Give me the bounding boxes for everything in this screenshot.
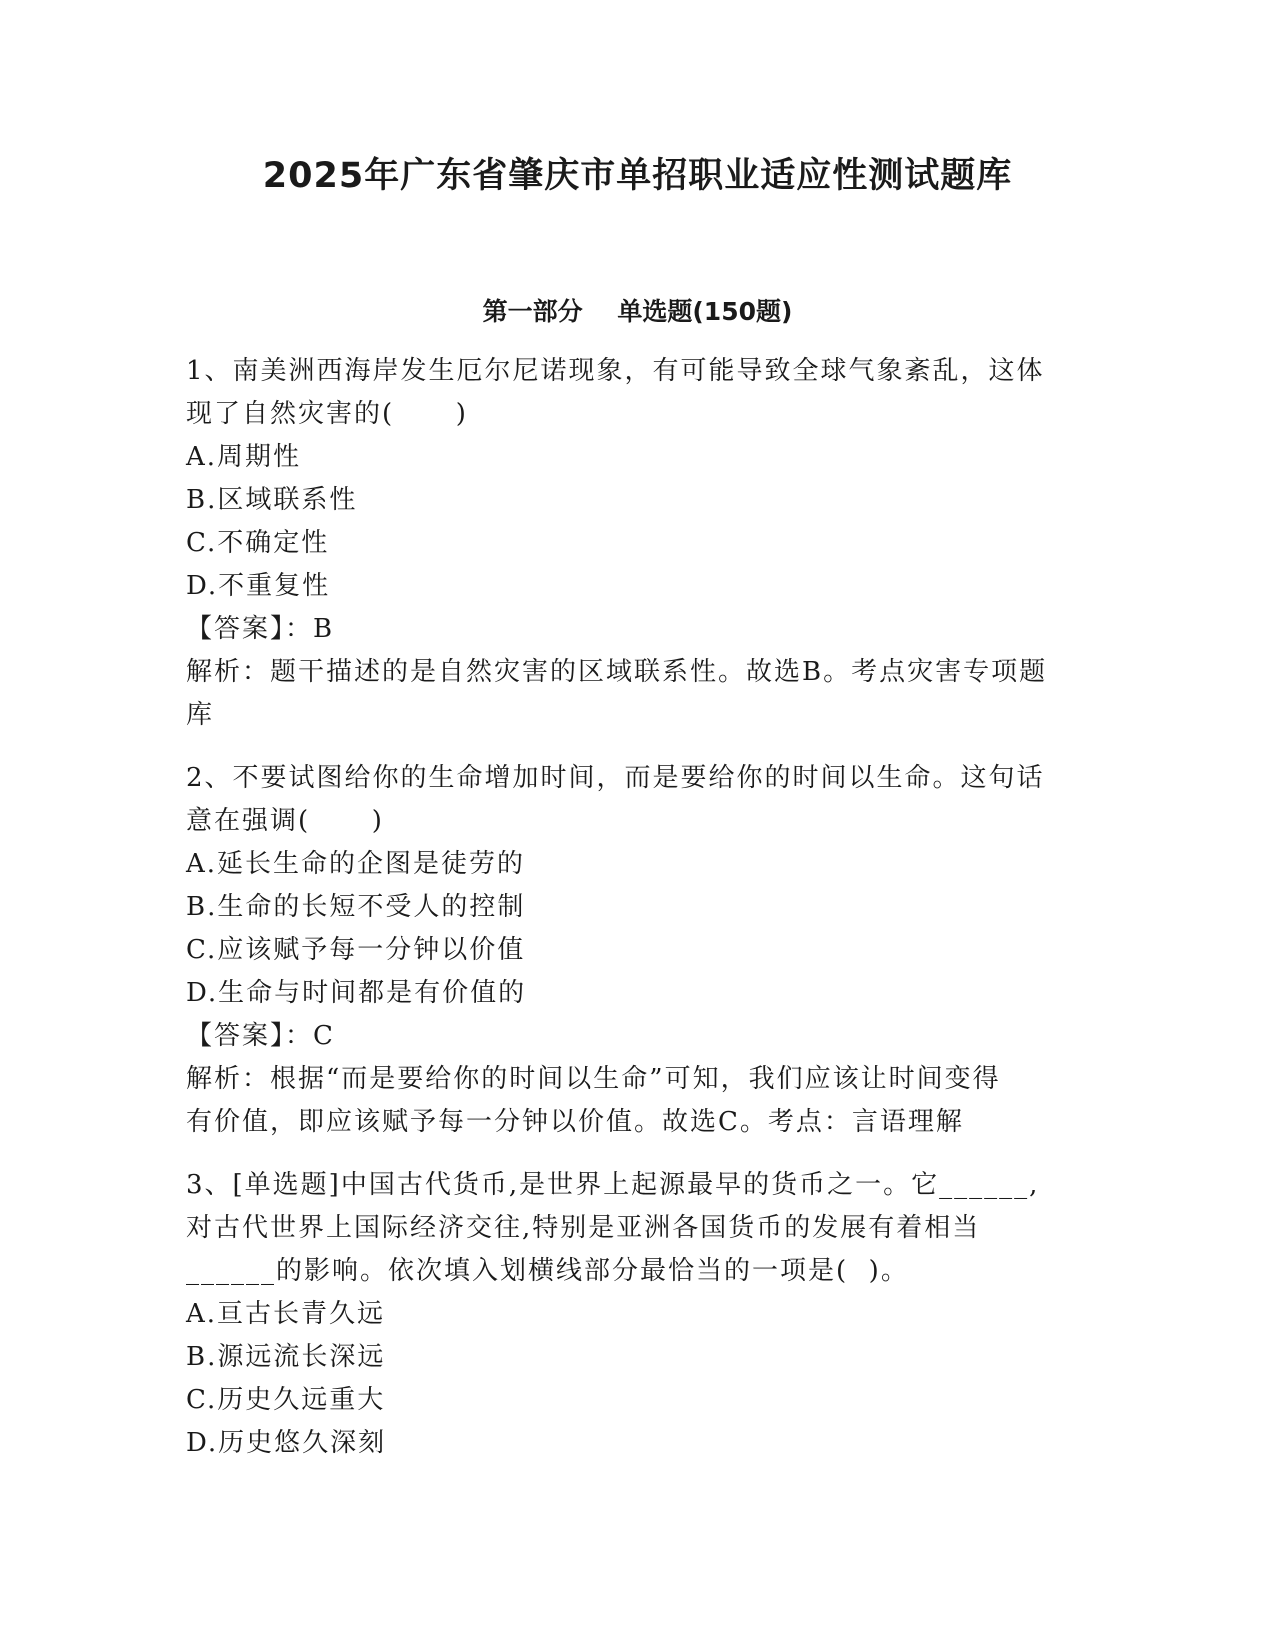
answer-option: A.延长生命的企图是徒劳的: [186, 849, 526, 879]
analysis-line: 解析：题干描述的是自然灾害的区域联系性。故选B。考点灾害专项题: [186, 657, 1048, 687]
answer-key: 【答案】：B: [186, 614, 335, 644]
analysis-line: 库: [186, 700, 215, 730]
answer-key: 【答案】：C: [186, 1021, 335, 1051]
answer-option: D.不重复性: [186, 571, 331, 601]
question-stem-line: 3、[单选题]中国古代货币,是世界上起源最早的货币之一。它______,: [186, 1170, 1040, 1200]
document-title: 2025年广东省肇庆市单招职业适应性测试题库: [262, 156, 1013, 196]
answer-option: C.应该赋予每一分钟以价值: [186, 935, 526, 965]
question-stem-line: 1、南美洲西海岸发生厄尔尼诺现象，有可能导致全球气象紊乱，这体: [186, 356, 1045, 386]
answer-option: C.不确定性: [186, 528, 330, 558]
answer-option: B.区域联系性: [186, 485, 358, 515]
answer-option: C.历史久远重大: [186, 1385, 386, 1415]
question-stem-line: 对古代世界上国际经济交往,特别是亚洲各国货币的发展有着相当: [186, 1213, 981, 1243]
question-stem-line: 意在强调( ): [186, 806, 384, 836]
section-title: 第一部分 单选题(150题): [482, 297, 793, 326]
answer-option: A.周期性: [186, 442, 302, 472]
question-block: [186, 1164, 1086, 1465]
question-block: [186, 757, 1086, 1144]
question-list: [186, 350, 1086, 1485]
answer-option: D.生命与时间都是有价值的: [186, 978, 527, 1008]
analysis-line: 解析：根据“而是要给你的时间以生命”可知，我们应该让时间变得: [186, 1064, 1001, 1094]
analysis-line: 有价值，即应该赋予每一分钟以价值。故选C。考点：言语理解: [186, 1107, 964, 1137]
answer-option: B.生命的长短不受人的控制: [186, 892, 526, 922]
question-stem-line: ______的影响。依次填入划横线部分最恰当的一项是( )。: [186, 1256, 909, 1286]
answer-option: A.亘古长青久远: [186, 1299, 386, 1329]
answer-option: B.源远流长深远: [186, 1342, 386, 1372]
question-stem-line: 2、不要试图给你的生命增加时间，而是要给你的时间以生命。这句话: [186, 763, 1045, 793]
answer-option: D.历史悠久深刻: [186, 1428, 387, 1458]
question-block: [186, 350, 1086, 737]
question-stem-line: 现了自然灾害的( ): [186, 399, 468, 429]
